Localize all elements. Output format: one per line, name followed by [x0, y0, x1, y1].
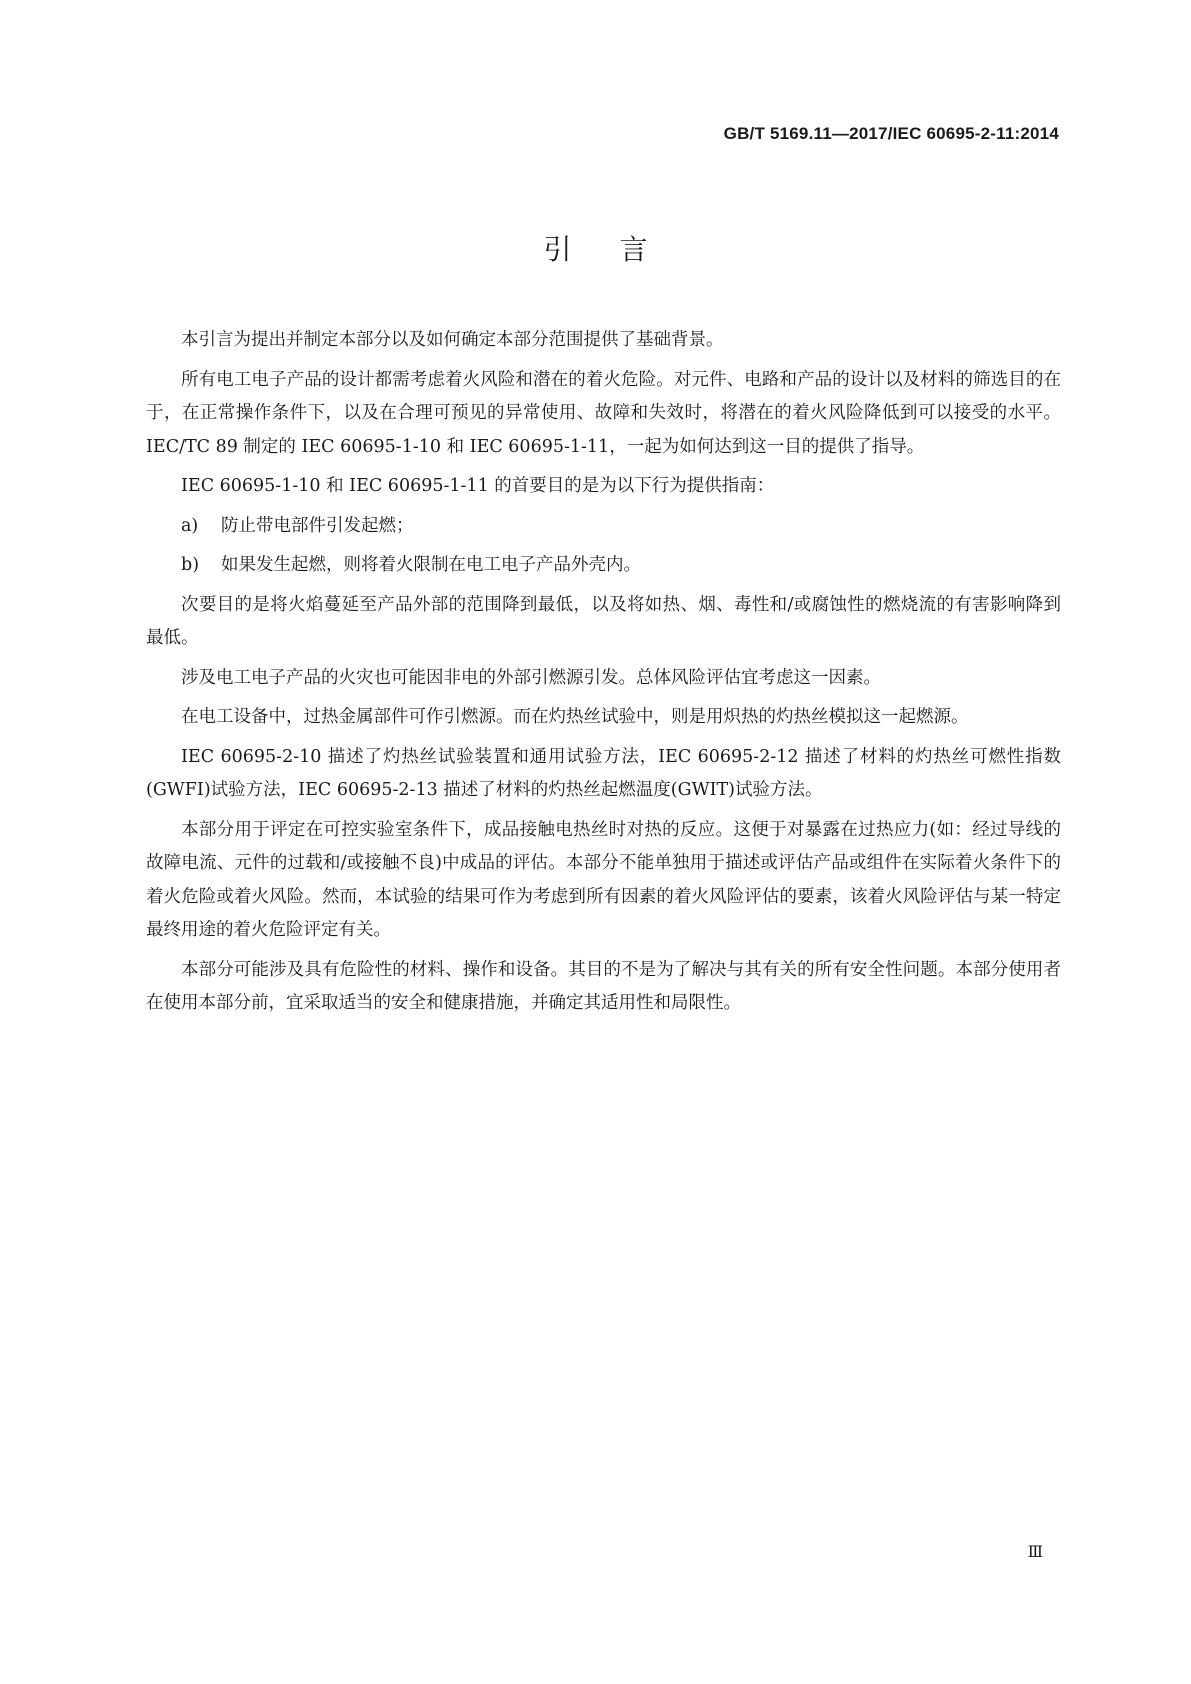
list-item-text: 防止带电部件引发起燃；	[221, 515, 414, 536]
list-item	[146, 510, 1061, 544]
list-item-text: 如果发生起燃，则将着火限制在电工电子产品外壳内。	[221, 555, 641, 575]
list-item	[146, 549, 1061, 583]
paragraph: 本部分可能涉及具有危险性的材料、操作和设备。其目的不是为了解决与其有关的所有安全性问题。本部分使用者在使用本部分前，宜采取适当的安全和健康措施，并确定其适用性和局限性。	[146, 959, 1061, 1013]
paragraph: IEC 60695-2-10 描述了灼热丝试验装置和通用试验方法，IEC 60695-2-12 描述了材料的灼热丝可燃性指数(GWFI)试验方法，IEC 60695-2-13 描述了材料的灼热丝起燃温度(GWIT)试验方法。	[146, 746, 1061, 800]
paragraph: 次要目的是将火焰蔓延至产品外部的范围降到最低，以及将如热、烟、毒性和/或腐蚀性的燃烧流的有害影响降到最低。	[146, 594, 1061, 648]
paragraph: 在电工设备中，过热金属部件可作引燃源。而在灼热丝试验中，则是用炽热的灼热丝模拟这一起燃源。	[181, 707, 969, 727]
introduction-body	[146, 324, 1061, 1027]
page-title: 引言	[543, 233, 696, 266]
page-number: Ⅲ	[1027, 1542, 1043, 1561]
paragraph: IEC 60695-1-10 和 IEC 60695-1-11 的首要目的是为以下行为提供指南：	[181, 476, 775, 496]
paragraph: 所有电工电子产品的设计都需考虑着火风险和潜在的着火危险。对元件、电路和产品的设计以及材料的筛选目的在于，在正常操作条件下，以及在合理可预见的异常使用、故障和失效时，将潜在的着火风险降低到可以接受的水平。IEC/TC 89 制定的 IEC 60695-1-10 和 IEC 60695-1-11，一起为如何达到这一目的提供了指导。	[146, 369, 1061, 457]
list-marker: a)	[181, 515, 199, 536]
list-marker: b)	[181, 555, 200, 575]
paragraph: 涉及电工电子产品的火灾也可能因非电的外部引燃源引发。总体风险评估宜考虑这一因素。	[181, 667, 881, 688]
standard-code: GB/T 5169.11—2017/IEC 60695-2-11:2014	[723, 124, 1059, 143]
paragraph: 本部分用于评定在可控实验室条件下，成品接触电热丝时对热的反应。这便于对暴露在过热应力(如：经过导线的故障电流、元件的过载和/或接触不良)中成品的评估。本部分不能单独用于描述或评估产品或组件在实际着火条件下的着火危险或着火风险。然而，本试验的结果可作为考虑到所有因素的着火风险评估的要素，该着火风险评估与某一特定最终用途的着火危险评定有关。	[146, 819, 1061, 940]
paragraph: 本引言为提出并制定本部分以及如何确定本部分范围提供了基础背景。	[181, 330, 724, 350]
